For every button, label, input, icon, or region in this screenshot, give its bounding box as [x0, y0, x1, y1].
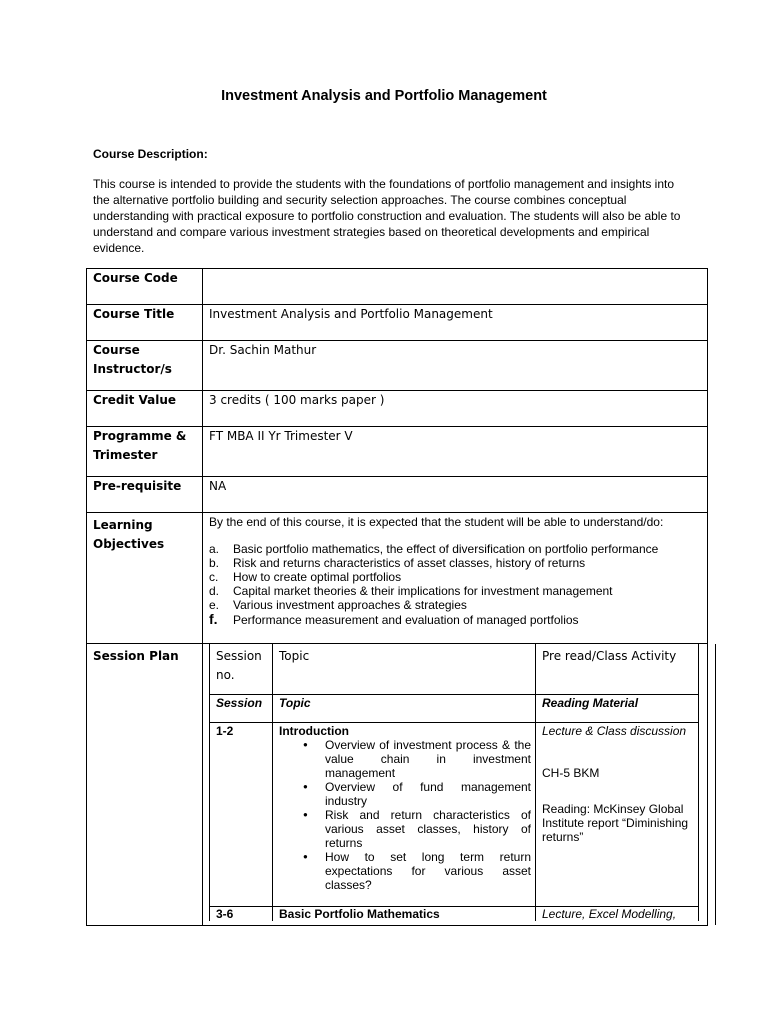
topic-bullets: [279, 738, 535, 892]
table-row: [87, 644, 708, 926]
row-value: Dr. Sachin Mathur: [203, 341, 708, 391]
subheader-reading: Reading Material: [536, 695, 699, 723]
row-label: Pre-requisite: [87, 477, 203, 513]
header-pre-read: Pre read/Class Activity: [536, 644, 699, 695]
row-value: 3 credits ( 100 marks paper ): [203, 391, 708, 427]
list-item: ● Overview of fund management industry: [303, 780, 531, 808]
subheader-topic: Topic: [273, 695, 536, 723]
description-heading: Course Description:: [93, 147, 208, 161]
list-item: f. Performance measurement and evaluation of managed portfolios: [209, 611, 579, 627]
learning-objectives-intro: By the end of this course, it is expected that the student will be able to understand/do:: [209, 515, 664, 529]
row-value: Investment Analysis and Portfolio Management: [203, 305, 708, 341]
session-number: 1-2: [216, 724, 234, 738]
row-value: [203, 269, 708, 305]
table-row: [210, 695, 699, 723]
row-label: Course Title: [87, 305, 203, 341]
list-item: d. Capital market theories & their implications for investment management: [209, 584, 613, 598]
objectives-list: [209, 542, 707, 626]
list-item: e. Various investment approaches & strategies: [209, 598, 467, 612]
description-text: This course is intended to provide the students with the foundations of portfolio management and insights into the alternative portfolio building and security selection approaches. The course combines conceptual understanding with practical exposure to portfolio construction and evaluation. The students will also be able to understand and compare various investment strategies based on theoretical developments and empirical evidence.: [93, 177, 681, 255]
table-row: [87, 269, 708, 305]
row-value: FT MBA II Yr Trimester V: [203, 427, 708, 477]
table-row: [210, 644, 699, 695]
row-label: Credit Value: [87, 391, 203, 427]
table-row: [87, 305, 708, 341]
header-session-no: Session no.: [210, 644, 273, 695]
row-value: NA: [203, 477, 708, 513]
session-plan-label: Session Plan: [87, 644, 203, 926]
list-item: a. Basic portfolio mathematics, the effect of diversification on portfolio performance: [209, 542, 659, 556]
header-topic: Topic: [273, 644, 536, 695]
table-row: [87, 427, 708, 477]
list-item: ● Overview of investment process & the value chain in investment management: [303, 738, 531, 780]
pre-read-lecture: Lecture & Class discussion: [542, 724, 687, 738]
table-row: [87, 341, 708, 391]
row-label: Course Instructor/s: [87, 341, 203, 391]
session-plan-table: [209, 643, 699, 921]
table-row: [87, 513, 708, 644]
pre-read-reading: Reading: McKinsey Global Institute report “Diminishing returns”: [542, 802, 689, 844]
table-row: [210, 723, 699, 907]
table-row: [210, 907, 699, 922]
learning-objectives-cell: [203, 513, 708, 644]
list-item: b. Risk and returns characteristics of asset classes, history of returns: [209, 556, 586, 570]
list-item: ● How to set long term return expectations for various asset classes?: [303, 850, 531, 892]
session-plan-cell: [203, 644, 708, 926]
list-item: ● Risk and return characteristics of various asset classes, history of returns: [303, 808, 531, 850]
subheader-session: Session: [210, 695, 273, 723]
row-label: Course Code: [87, 269, 203, 305]
session-number: 3-6: [216, 907, 234, 921]
document-title: Investment Analysis and Portfolio Management: [221, 88, 547, 104]
pre-read-chapter: CH-5 BKM: [542, 766, 600, 780]
row-label: Programme & Trimester: [87, 427, 203, 477]
topic-title: Introduction: [279, 724, 349, 738]
list-item: c. How to create optimal portfolios: [209, 570, 402, 584]
inner-table-edge: [715, 644, 716, 925]
pre-read-activity: Lecture, Excel Modelling,: [542, 907, 677, 921]
topic-title: Basic Portfolio Mathematics: [279, 907, 440, 921]
course-table: [86, 268, 708, 926]
learning-objectives-label: Learning Objectives: [87, 513, 203, 644]
table-row: [87, 391, 708, 427]
table-row: [87, 477, 708, 513]
